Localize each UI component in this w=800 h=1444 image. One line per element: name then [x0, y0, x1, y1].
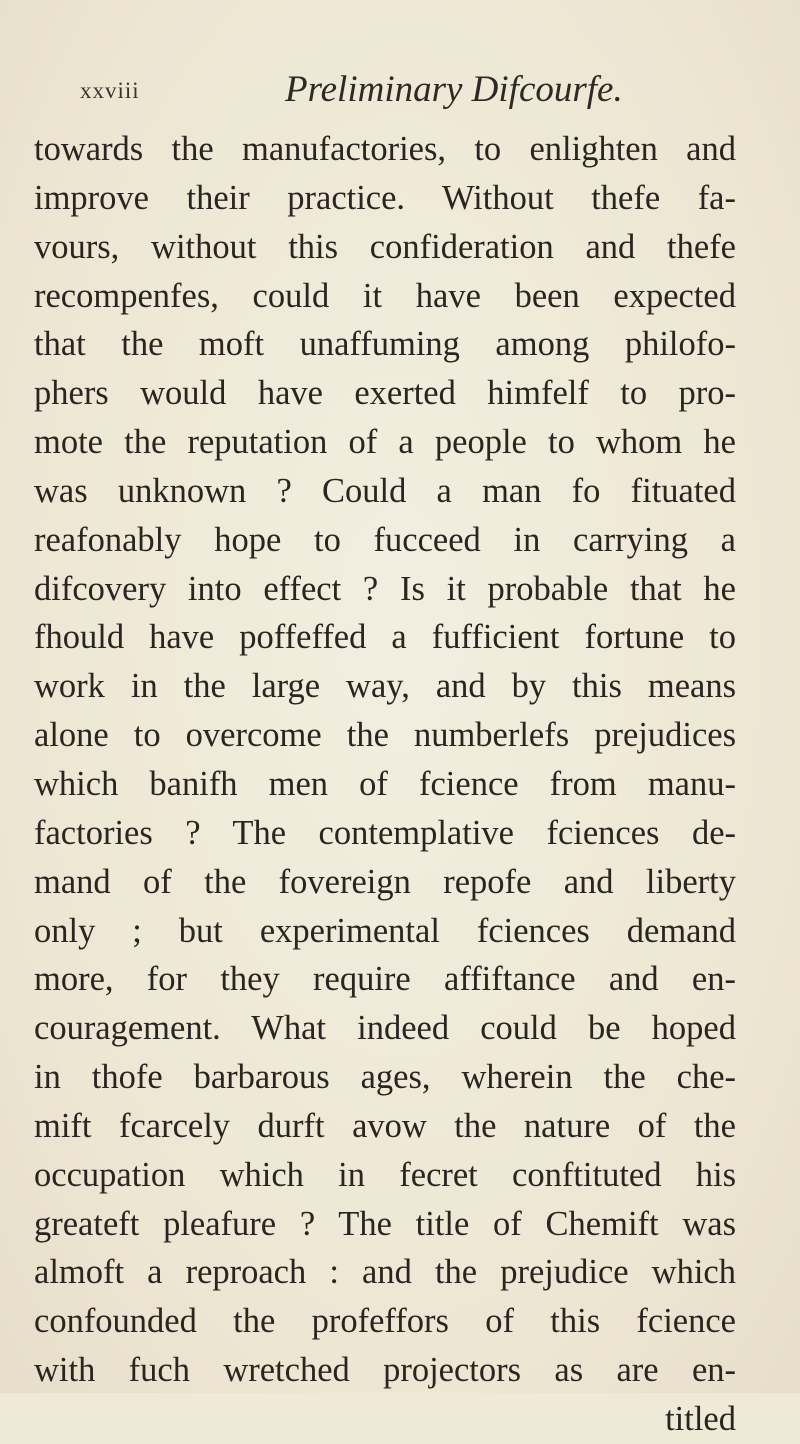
text-line: recompenfes, could it have been expected: [34, 276, 736, 315]
text-line: phers would have exerted himfelf to pro-: [34, 374, 736, 413]
text-line: reafonably hope to fucceed in carrying a: [34, 520, 736, 559]
text-line: more, for they require affiftance and en-: [34, 960, 736, 999]
body-text: [34, 125, 736, 1444]
text-line: towards the manufactories, to enlighten and: [34, 130, 736, 168]
text-line: with fuch wretched projectors as are en-: [34, 1351, 736, 1390]
running-title: Preliminary Difcourfe.: [285, 69, 623, 110]
text-line: which banifh men of fcience from manu-: [34, 764, 736, 803]
text-line: mift fcarcely durft avow the nature of the: [34, 1106, 736, 1145]
text-line: mand of the fovereign repofe and liberty: [34, 862, 736, 901]
text-line: was unknown ? Could a man fo fituated: [34, 471, 736, 510]
text-line: almoft a reproach : and the prejudice which: [34, 1253, 736, 1292]
text-line: only ; but experimental fciences demand: [34, 911, 736, 950]
text-line: factories ? The contemplative fciences de-: [34, 813, 736, 852]
text-line: improve their practice. Without thefe fa-: [34, 178, 736, 217]
text-line: occupation which in fecret conftituted his: [34, 1155, 736, 1194]
running-head: [80, 62, 760, 122]
text-line: vours, without this confideration and thefe: [34, 227, 736, 266]
text-line: mote the reputation of a people to whom he: [34, 423, 736, 462]
text-line: in thofe barbarous ages, wherein the che-: [34, 1058, 736, 1097]
text-line: difcovery into effect ? Is it probable that he: [34, 569, 736, 608]
text-line: greateft pleafure ? The title of Chemift was: [34, 1204, 736, 1243]
text-line: couragement. What indeed could be hoped: [34, 1009, 736, 1048]
catchword: titled: [665, 1399, 736, 1438]
text-line: that the moft unaffuming among philofo-: [34, 325, 736, 364]
text-line: alone to overcome the numberlefs prejudices: [34, 716, 736, 755]
page-number: xxviii: [80, 78, 140, 103]
text-line: fhould have poffeffed a fufficient fortune to: [34, 618, 736, 657]
text-line: work in the large way, and by this means: [34, 667, 736, 706]
text-line: confounded the profeffors of this fcience: [34, 1302, 736, 1341]
